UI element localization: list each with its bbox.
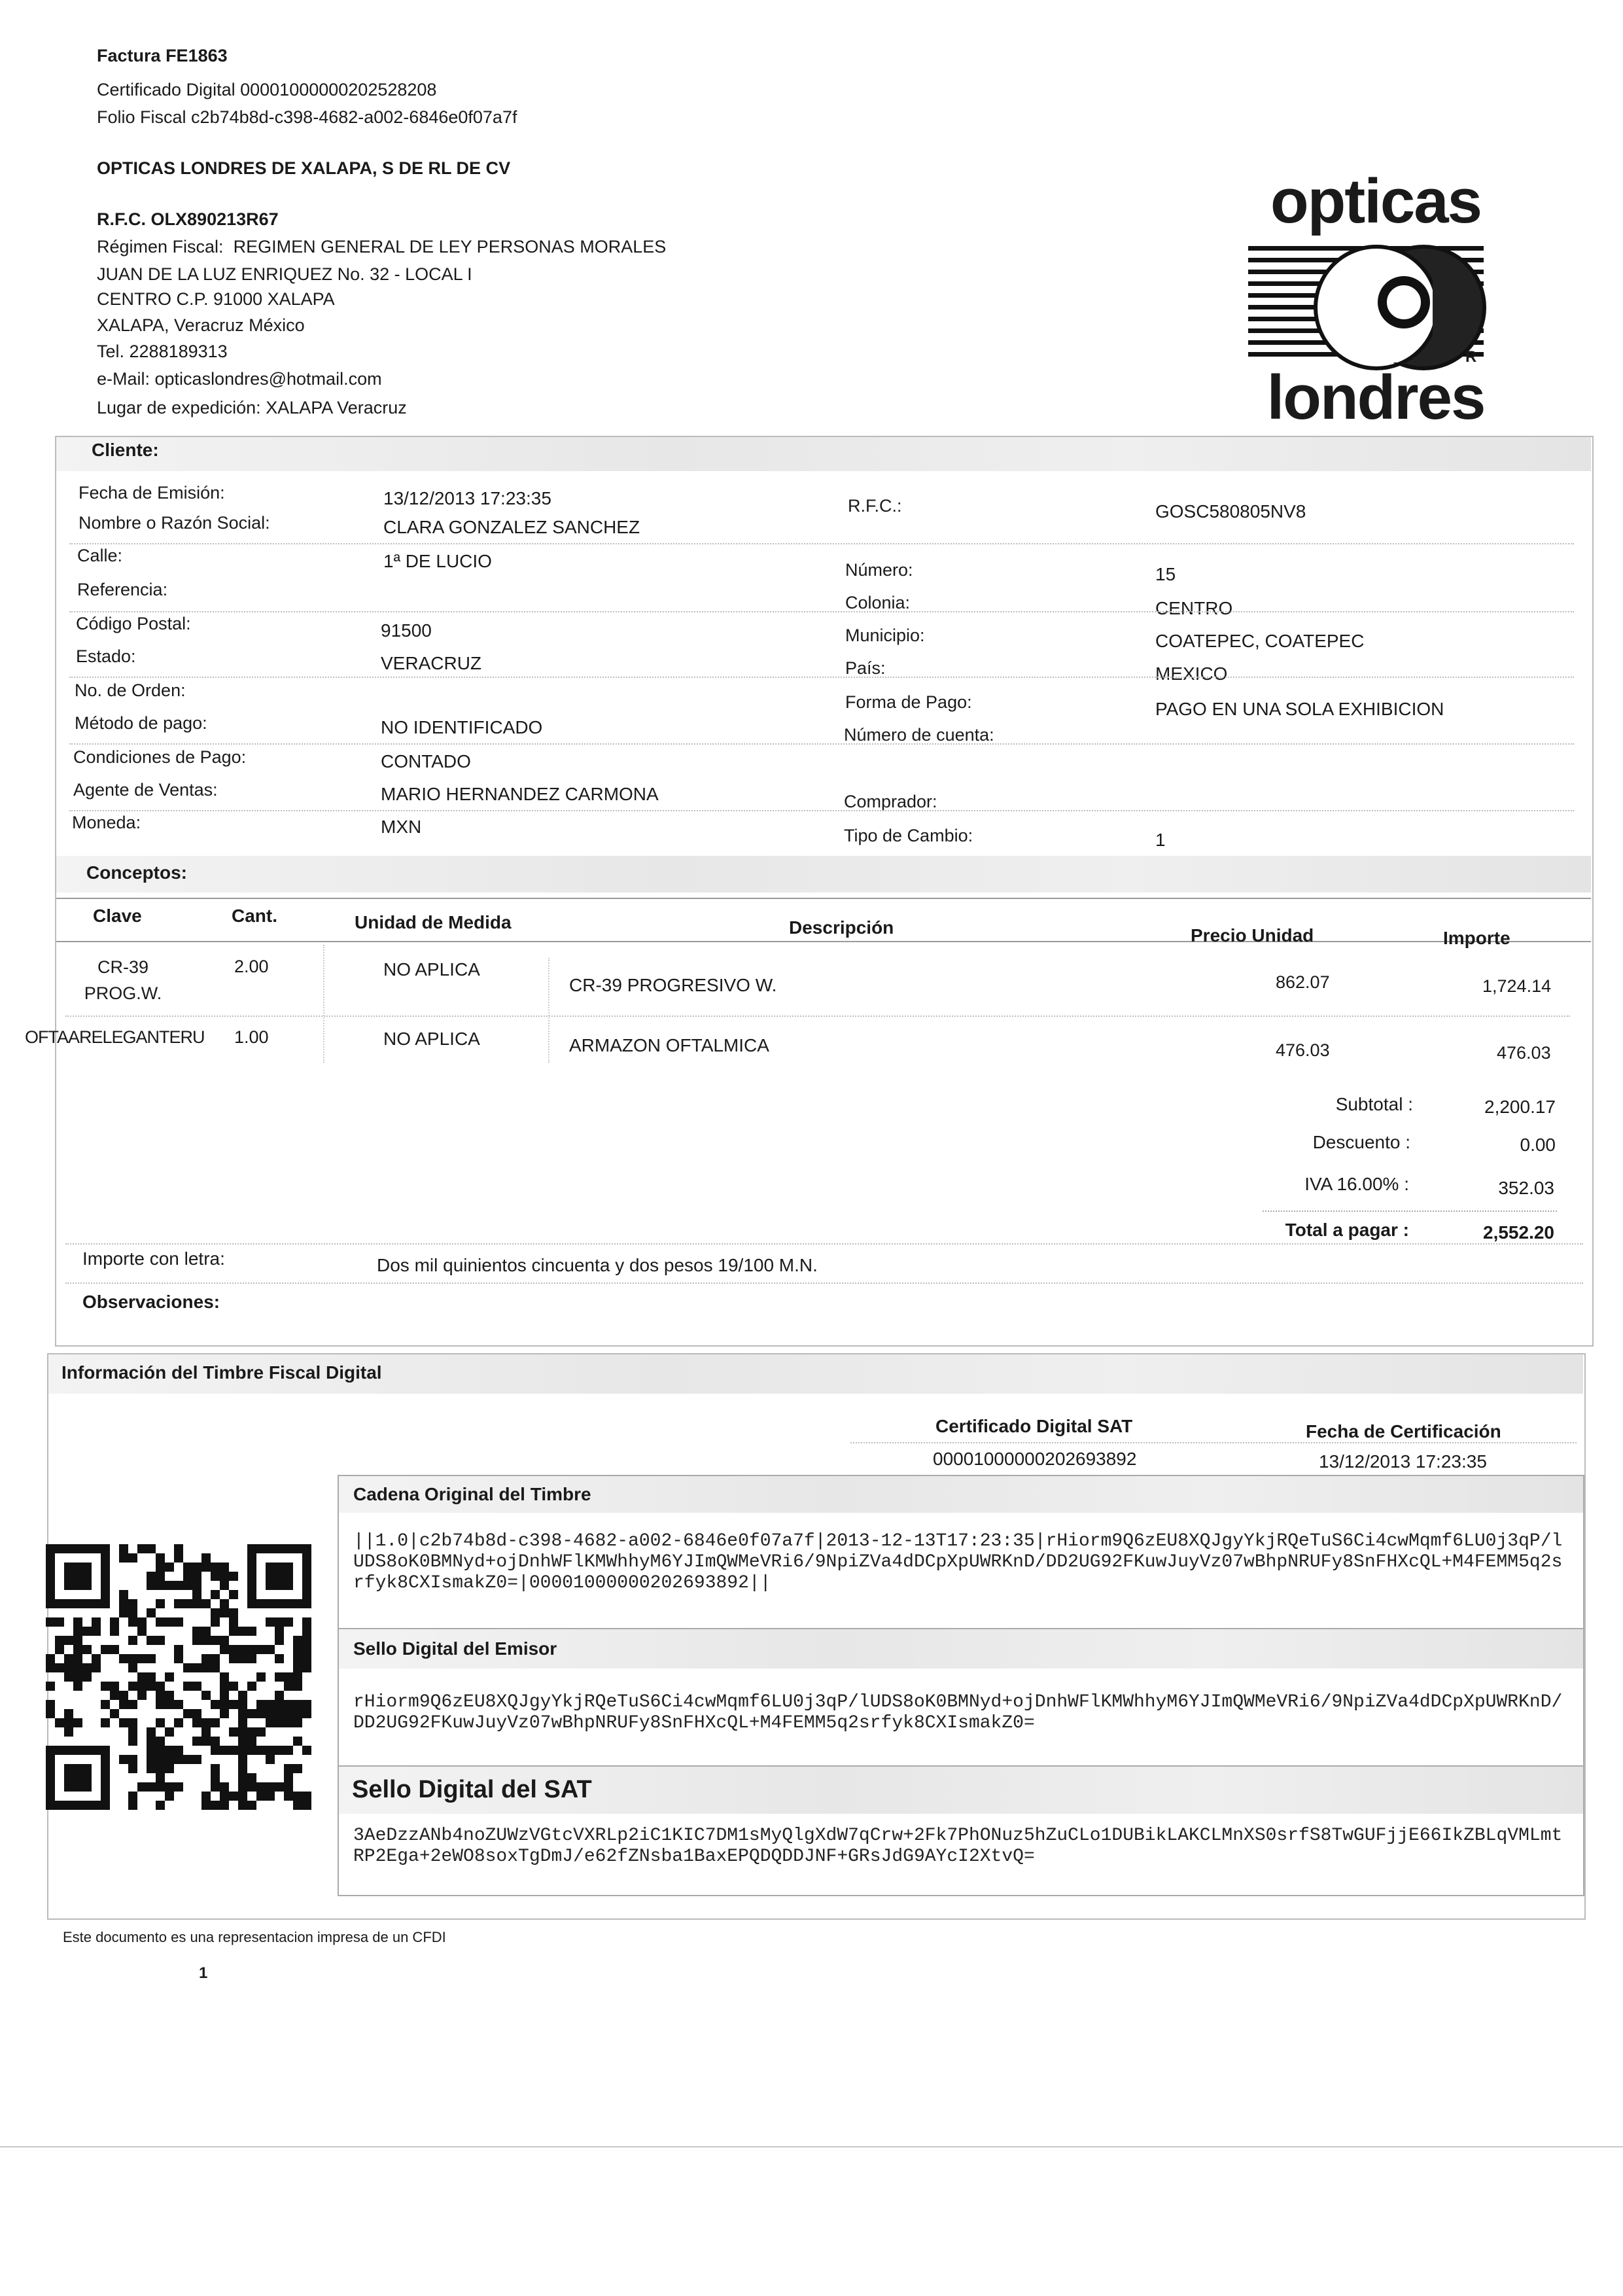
footer-note: Este documento es una representacion impresa de un CFDI — [63, 1929, 446, 1945]
condiciones-pago-label: Condiciones de Pago: — [73, 747, 247, 767]
tipo-cambio-label: Tipo de Cambio: — [844, 826, 973, 845]
cliente-fields — [56, 483, 1591, 856]
cadena-value: ||1.0|c2b74b8d-c398-4682-a002-6846e0f07a7f|2013-12-13T17:23:35|rHiorm9Q6zEU8XQJgyYkjRQeTuS6Ci4cwMqmf6LU0j3qP/lUDS8oK0BMNyd+ojDnhWFlKMWhhyM6YJImQWMeVRi6/9NpiZVa4dDCpXpUWRKnD/DD2UG92FKuwJuyVz07wBhpNRUFy8SnFHXcQL+M4FEMM5q2srfyk8CXIsmakZ0=|00001000000202693892|| — [353, 1531, 1563, 1593]
row1-precio: 862.07 — [1276, 972, 1330, 992]
referencia-label: Referencia: — [77, 580, 168, 599]
razon-social-value: CLARA GONZALEZ SANCHEZ — [383, 517, 640, 537]
subtotal-value: 2,200.17 — [1484, 1097, 1556, 1117]
moneda-value: MXN — [381, 817, 422, 837]
agente-ventas-value: MARIO HERNANDEZ CARMONA — [381, 784, 659, 804]
invoice-title — [97, 42, 228, 69]
folio-label: Folio Fiscal — [97, 107, 186, 127]
codigo-postal-value: 91500 — [381, 620, 432, 641]
calle-value: 1ª DE LUCIO — [383, 551, 492, 571]
conceptos-section-title: Conceptos: — [86, 862, 187, 883]
subtotal-label: Subtotal : — [1335, 1094, 1413, 1114]
conceptos-rows — [0, 940, 1591, 1103]
numero-label: Número: — [845, 560, 913, 580]
metodo-pago-value: NO IDENTIFICADO — [381, 717, 543, 737]
rfc-value: OLX890213R67 — [150, 209, 279, 229]
factura-label: Factura — [97, 46, 161, 65]
folio-line — [97, 103, 517, 131]
tipo-cambio-value: 1 — [1155, 830, 1166, 850]
logo-center-dot — [1378, 276, 1430, 328]
numero-cuenta-label: Número de cuenta: — [844, 725, 994, 745]
iva-value: 352.03 — [1498, 1178, 1554, 1198]
estado-label: Estado: — [76, 646, 136, 666]
regimen-value: REGIMEN GENERAL DE LEY PERSONAS MORALES — [233, 237, 667, 256]
company-logo — [1243, 166, 1505, 445]
certificado-line — [97, 76, 436, 103]
col-descripcion: Descripción — [789, 917, 894, 938]
importe-letra-value: Dos mil quinientos cincuenta y dos pesos 19/100 M.N. — [377, 1255, 818, 1275]
conceptos-header-row — [56, 898, 1591, 948]
col-unidad: Unidad de Medida — [355, 912, 512, 932]
col-cant: Cant. — [232, 906, 277, 926]
sello-sat-value: 3AeDzzANb4noZUWzVGtcVXRLp2iC1KIC7DM1sMyQlgXdW7qCrw+2Fk7PhONuz5hZuCLo1DUBikLAKCLMnXS0srfS8TwGUFjjE66IkZBLqVMLmtRP2Ega+2eWO8soxTgDmJ/e62fZNsba1BaxEPQDQDDJNF+GRsJdG9AYcI2XtvQ= — [353, 1826, 1563, 1867]
cert-sat-label: Certificado Digital SAT — [935, 1416, 1133, 1436]
row2-precio: 476.03 — [1276, 1040, 1330, 1060]
cliente-rfc-value: GOSC580805NV8 — [1155, 501, 1306, 521]
metodo-pago-label: Método de pago: — [75, 713, 207, 733]
cadena-title: Cadena Original del Timbre — [353, 1484, 591, 1504]
regimen-line — [97, 233, 666, 260]
razon-social-label: Nombre o Razón Social: — [79, 513, 270, 533]
total-label: Total a pagar : — [1285, 1220, 1409, 1240]
descuento-label: Descuento : — [1312, 1132, 1410, 1152]
fecha-cert-label: Fecha de Certificación — [1306, 1421, 1501, 1441]
address-line-3: XALAPA, Veracruz México — [97, 315, 305, 335]
sello-sat-title: Sello Digital del SAT — [352, 1776, 592, 1803]
page-number: 1 — [199, 1964, 208, 1982]
lugar-expedicion: Lugar de expedición: XALAPA Veracruz — [97, 398, 407, 417]
factura-number: FE1863 — [166, 46, 228, 65]
pais-value: MEXICO — [1155, 663, 1228, 684]
comprador-label: Comprador: — [844, 792, 937, 811]
pais-label: País: — [845, 658, 886, 678]
codigo-postal-label: Código Postal: — [76, 614, 191, 633]
condiciones-pago-value: CONTADO — [381, 751, 471, 771]
logo-top-text: opticas — [1270, 166, 1482, 236]
colonia-value: CENTRO — [1155, 598, 1233, 618]
row2-importe: 476.03 — [1497, 1043, 1551, 1063]
row2-unidad: NO APLICA — [383, 1029, 480, 1049]
sellos-panel — [338, 1475, 1584, 1896]
fecha-emision-value: 13/12/2013 17:23:35 — [383, 488, 551, 508]
descuento-value: 0.00 — [1520, 1135, 1556, 1155]
qr-code — [46, 1544, 315, 1819]
row1-descripcion: CR-39 PROGRESIVO W. — [569, 975, 777, 995]
forma-pago-label: Forma de Pago: — [845, 692, 972, 712]
address-line-1: JUAN DE LA LUZ ENRIQUEZ No. 32 - LOCAL I — [97, 264, 472, 284]
sello-emisor-value: rHiorm9Q6zEU8XQJgyYkjRQeTuS6Ci4cwMqmf6LU0j3qP/lUDS8oK0BMNyd+ojDnhWFlKMWhhyM6YJImQWMeVRi6/9NpiZVa4dDCpXpUWRKnD/DD2UG92FKuwJuyVz07wBhpNRUFy8SnFHXcQL+M4FEMM5q2srfyk8CXIsmakZ0= — [353, 1692, 1563, 1733]
calle-label: Calle: — [77, 546, 123, 565]
row1-importe: 1,724.14 — [1482, 976, 1552, 996]
no-orden-label: No. de Orden: — [75, 680, 186, 700]
folio-value: c2b74b8d-c398-4682-a002-6846e0f07a7f — [191, 107, 517, 127]
col-clave: Clave — [93, 906, 142, 926]
cliente-band — [56, 437, 1591, 471]
total-value: 2,552.20 — [1483, 1222, 1554, 1243]
cliente-rfc-label: R.F.C.: — [848, 496, 902, 516]
timbre-section-title: Información del Timbre Fiscal Digital — [61, 1362, 382, 1383]
row1-clave: CR-39 PROG.W. — [84, 957, 162, 1003]
page-edge-line — [0, 2146, 1623, 2147]
regimen-label: Régimen Fiscal: — [97, 237, 224, 256]
address-line-2: CENTRO C.P. 91000 XALAPA — [97, 289, 335, 309]
col-precio: Precio Unidad — [1191, 925, 1314, 945]
moneda-label: Moneda: — [72, 813, 141, 832]
cert-sat-value: 00001000000202693892 — [933, 1449, 1137, 1469]
company-name: OPTICAS LONDRES DE XALAPA, S DE RL DE CV — [97, 158, 511, 178]
colonia-label: Colonia: — [845, 593, 911, 612]
fecha-cert-value: 13/12/2013 17:23:35 — [1319, 1451, 1487, 1472]
municipio-value: COATEPEC, COATEPEC — [1155, 631, 1365, 651]
certificado-value: 00001000000202528208 — [240, 80, 437, 99]
phone: Tel. 2288189313 — [97, 342, 228, 361]
agente-ventas-label: Agente de Ventas: — [73, 780, 218, 800]
numero-value: 15 — [1155, 564, 1176, 584]
cliente-section-title: Cliente: — [92, 440, 159, 460]
logo-bottom-text: londres — [1266, 362, 1485, 433]
logo-mark: R — [1465, 348, 1477, 366]
certificado-label: Certificado Digital — [97, 80, 236, 99]
row1-cant: 2.00 — [234, 957, 269, 976]
sello-emisor-title: Sello Digital del Emisor — [353, 1638, 557, 1659]
row2-cant: 1.00 — [234, 1027, 269, 1047]
company-rfc — [97, 205, 279, 233]
iva-label: IVA 16.00% : — [1304, 1174, 1409, 1194]
col-importe: Importe — [1443, 928, 1510, 948]
row2-descripcion: ARMAZON OFTALMICA — [569, 1035, 769, 1055]
fecha-emision-label: Fecha de Emisión: — [79, 483, 225, 503]
conceptos-band — [56, 856, 1591, 892]
importe-letra-label: Importe con letra: — [82, 1248, 225, 1269]
municipio-label: Municipio: — [845, 626, 925, 645]
forma-pago-value: PAGO EN UNA SOLA EXHIBICION — [1155, 699, 1444, 719]
rfc-label: R.F.C. — [97, 209, 147, 229]
observaciones-label: Observaciones: — [82, 1292, 220, 1312]
qr-code-graphic — [46, 1544, 315, 1819]
row2-clave: OFTAARELEGANTERU — [25, 1027, 205, 1047]
row1-unidad: NO APLICA — [383, 959, 480, 980]
estado-value: VERACRUZ — [381, 653, 482, 673]
email: e-Mail: opticaslondres@hotmail.com — [97, 369, 382, 389]
